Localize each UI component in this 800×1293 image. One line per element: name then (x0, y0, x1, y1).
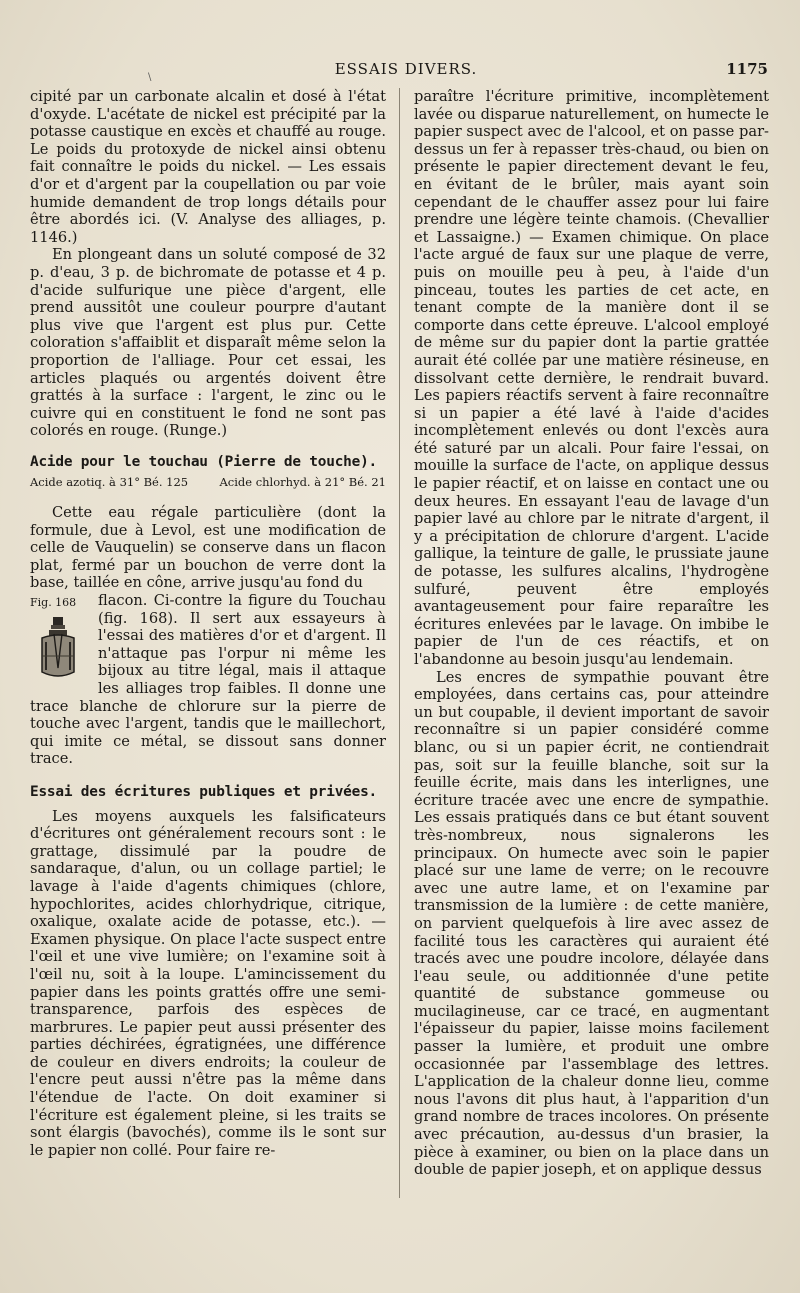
print-speck: \ (148, 72, 152, 83)
formula-line (30, 474, 386, 492)
paragraph: Cette eau régale particulière (dont la formule, due à Levol, est une modification de celle de Vauquelin) se conserve dans un flacon plat, fermé par un bouchon de verre dont la base, taillée en cône, arrive jusqu'au fond du (30, 504, 386, 592)
right-column (414, 88, 769, 1179)
paragraph: paraître l'écriture primitive, incomplètement lavée ou disparue naturellement, on humecte le papier suspect avec de l'alcool, et on passe par-dessus un fer à repasser très-chaud, ou bien on présente le papier directement devant le feu, en évitant de le brûler, mais ayant soin cependant de le chauffer assez pour lui faire prendre une légère teinte chamois. (Chevallier et Lassaigne.) — Examen chimique. On place l'acte argué de faux sur une plaque de verre, puis on mouille peu à peu, à l'aide d'un pinceau, toutes les parties de cet acte, en tenant compte de la manière dont il se comporte dans cette épreuve. L'alcool employé de même sur du papier dont la partie grattée aurait été collée par une matière résineuse, en dissolvant cette dernière, le rendrait buvard. Les papiers réactifs servent à faire reconnaître si un papier a été lavé à l'aide d'acides incomplètement enlevés ou dont l'excès aura été saturé par un alcali. Pour faire l'essai, on mouille la surface de l'acte, on applique dessus le papier réactif, et on laisse en contact une ou deux heures. En essayant l'eau de lavage d'un papier lavé au chlore par le nitrate d'argent, il y a précipitation de chlorure d'argent. L'acide gallique, la teinture de galle, le prussiate jaune de potasse, les sulfures alcalins, l'hydrogène sulfuré, peuvent être employés avantageusement pour faire reparaître les écritures enlevées par le lavage. On imbibe le papier de l'un de ces réactifs, et on l'abandonne au besoin jusqu'au lendemain. (414, 88, 769, 668)
paragraph: flacon. Ci-contre la figure du Touchau (fig. 168). Il sert aux essayeurs à l'essai des matières d'or et d'argent. Il n'attaque pas l'orpur ni même les bijoux au titre légal, mais il attaque les alliages trop faibles. Il donne une trace blanche de chlorure sur la pierre de touche avec l'argent, tandis que le maillechort, qui imite ce métal, se dissout sans donner trace. (30, 592, 386, 768)
formula-right: Acide chlorhyd. à 21° Bé. 21 (219, 475, 386, 490)
touchau-flask-icon (36, 616, 80, 682)
paragraph: Les encres de sympathie pouvant être employées, dans certains cas, pour atteindre un but coupable, il devient important de savoir reconnaître si un papier considéré comme blanc, ou si un papier écrit, ne contiendrait pas, soit sur la feuille blanche, soit sur la feuille écrite, mais dans les interlignes, une écriture tracée avec une encre de sympathie. Les essais pratiqués dans ce but étant souvent très-nombreux, nous signalerons les principaux. On humecte avec soin le papier placé sur une lame de verre; on le recouvre avec une autre lame, et on l'examine par transmission de la lumière : de cette manière, on parvient quelquefois à lire avec assez de facilité tous les caractères qui auraient été tracés avec une poudre incolore, délayée dans l'eau seule, ou additionnée d'une petite quantité de substance gommeuse ou mucilagineuse, car ce tracé, en augmentant l'épaisseur du papier, laisse moins facilement passer la lumière, et produit une ombre occasionnée par l'assemblage des lettres. L'application de la chaleur donne lieu, comme nous l'avons dit plus haut, à l'apparition d'un grand nombre de traces incolores. On présente avec précaution, au-dessus d'un brasier, la pièce à examiner, ou bien on la place dans un double de papier joseph, et on applique dessus (414, 668, 769, 1179)
left-column (30, 88, 386, 1159)
page-number: 1175 (726, 60, 768, 78)
figure-block (30, 592, 386, 768)
paragraph: Les moyens auxquels les falsificateurs d'écritures ont généralement recours sont : le grattage, dissimulé par la poudre de sandaraque, d'alun, ou un collage partiel; le lavage à l'aide d'agents chimiques (chlore, hypochlorites, acides chlorhydrique, citrique, oxalique, oxalate acide de potasse, etc.). — Examen physique. On place l'acte suspect entre l'œil et une vive lumière; on l'examine soit à l'œil nu, soit à la loupe. L'amincissement du papier dans les points grattés offre une semi-transparence, parfois des espèces de marbrures. Le papier peut aussi présenter des parties déchirées, égratignées, une différence de couleur en divers endroits; la couleur de l'encre peut aussi n'être pas la même dans l'étendue de l'acte. On doit examiner si l'écriture est également pleine, si les traits se sont élargis (bavochés), comme ils le sont sur le papier non collé. Pour faire re- (30, 807, 386, 1159)
running-title: ESSAIS DIVERS. (334, 60, 478, 78)
paragraph: cipité par un carbonate alcalin et dosé à l'état d'oxyde. L'acétate de nickel est précipité par la potasse caustique en excès et chauffé au rouge. Le poids du protoxyde de nickel ainsi obtenu fait connaître le poids du nickel. — Les essais d'or et d'argent par la coupellation ou par voie humide demandent de trop longs détails pour être abordés ici. (V. Analyse des alliages, p. 1146.) (30, 88, 386, 246)
formula-left: Acide azotiq. à 31° Bé. 125 (30, 475, 189, 490)
figure-label: Fig. 168 (30, 596, 77, 610)
section-heading: Essai des écritures publiques et privées. (30, 783, 378, 800)
column-divider (399, 88, 400, 1198)
figure-168 (30, 592, 92, 690)
section-heading: Acide pour le touchau (Pierre de touche). (30, 453, 378, 470)
paragraph: En plongeant dans un soluté composé de 32 p. d'eau, 3 p. de bichromate de potasse et 4 p. d'acide sulfurique une pièce d'argent, elle prend aussitôt une couleur pourpre d'autant plus vive que l'argent est plus pur. Cette coloration s'affaiblit et disparaît même selon la proportion de l'alliage. Pour cet essai, les articles plaqués ou argentés doivent être grattés à la surface : l'argent, le zinc ou le cuivre qui en constituent le fond ne sont pas colorés en rouge. (Runge.) (30, 246, 386, 440)
